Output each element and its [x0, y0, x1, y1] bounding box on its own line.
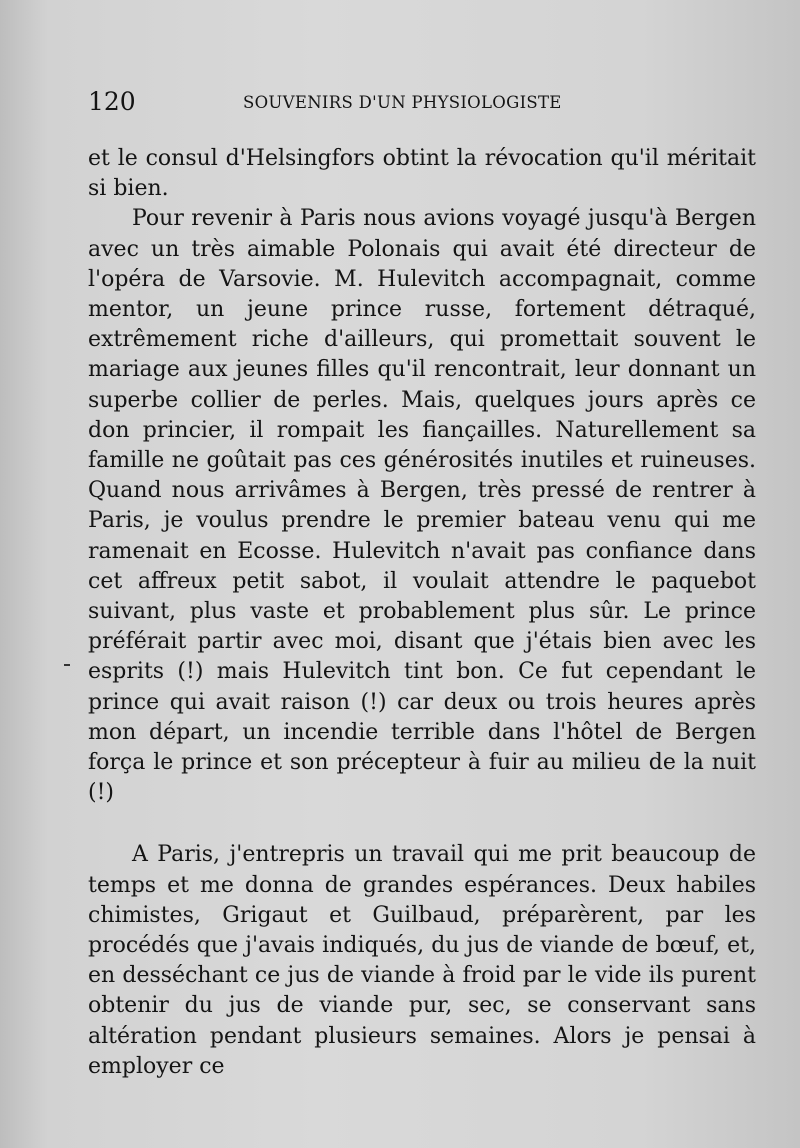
page-header — [88, 84, 708, 124]
running-title: SOUVENIRS D'UN PHYSIOLOGISTE — [243, 93, 562, 112]
paragraph-bergen: Pour revenir à Paris nous avions voyagé jusqu'à Bergen avec un très aimable Polonais qui avait été directeur de l'opéra de Varsovie. M. Hulevitch accompagnait, comme mentor, un jeune prince russe, fortement détraqué, extrêmement riche d'ailleurs, qui promettait souvent le mariage aux jeunes filles qu'il rencontrait, leur donnant un superbe collier de perles. Mais, quelques jours après ce don princier, il rompait les fiançailles. Naturellement sa famille ne goûtait pas ces générosités inutiles et ruineuses. Quand nous arrivâmes à Bergen, très pressé de rentrer à Paris, je voulus prendre le premier bateau venu qui me ramenait en Ecosse. Hulevitch n'avait pas confiance dans cet affreux petit sabot, il voulait attendre le paquebot suivant, plus vaste et probablement plus sûr. Le prince préférait partir avec moi, disant que j'étais bien avec les esprits (!) mais Hulevitch tint bon. Ce fut cependant le prince qui avait raison (!) car deux ou trois heures après mon départ, un incendie terrible dans l'hôtel de Bergen força le prince et son précepteur à fuir au milieu de la nuit (!) — [88, 206, 756, 806]
page-number: 120 — [88, 87, 136, 116]
page-body — [88, 144, 756, 1082]
paragraph-paris: A Paris, j'entrepris un travail qui me prit beaucoup de temps et me donna de grandes espérances. Deux habiles chimistes, Grigaut et Guilbaud, préparèrent, par les procédés que j'avais indiqués, du jus de viande de bœuf, et, en desséchant ce jus de viande à froid par le vide ils purent obtenir du jus de viande pur, sec, se conservant sans altération pendant plusieurs semaines. Alors je pensai à employer ce — [88, 842, 756, 1079]
section-gap — [88, 808, 756, 840]
margin-mark — [64, 664, 70, 666]
paragraph-continuation: et le consul d'Helsingfors obtint la révocation qu'il méritait si bien. — [88, 146, 756, 202]
